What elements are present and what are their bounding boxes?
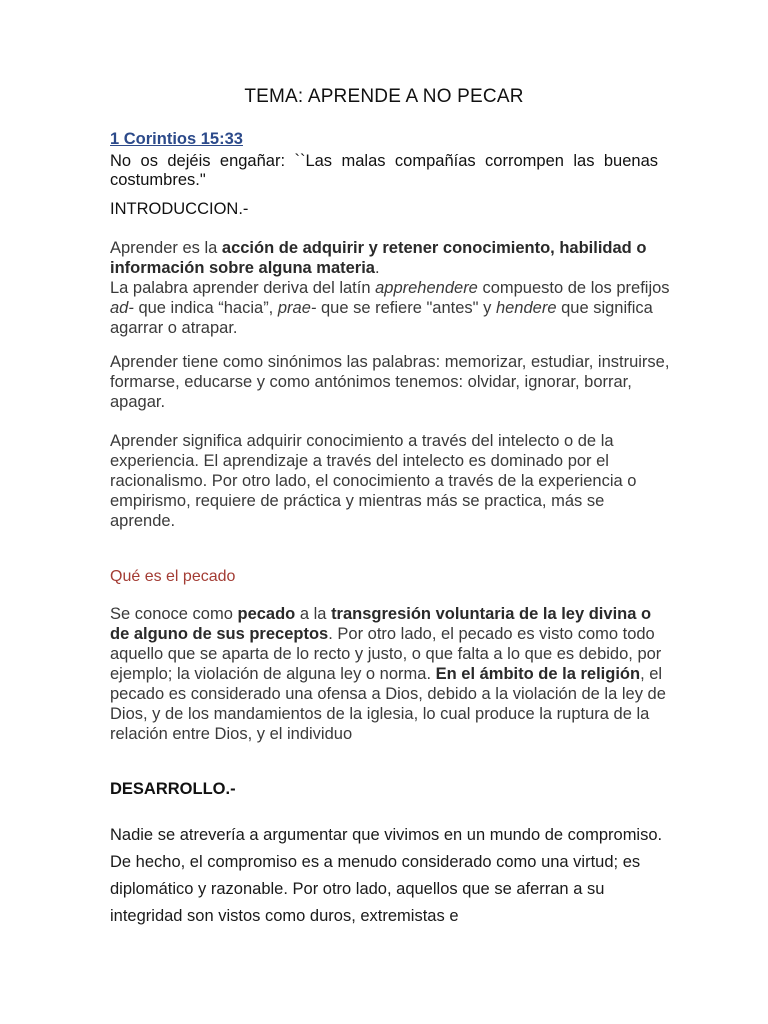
introduction-heading: INTRODUCCION.- [110, 200, 249, 218]
bold-term: En el ámbito de la religión [435, 665, 641, 683]
text-run: que indica “hacia”, [133, 299, 278, 317]
text-run: , el pecado es considerado una ofensa a Dios, debido a la violación de la ley de Dios, y de los mandamientos de la iglesia, lo cual produce la ruptura de la relación entre Dios, y el individuo [110, 665, 666, 743]
italic-term: apprehendere [375, 279, 478, 297]
paragraph-synonyms: Aprender tiene como sinónimos las palabras: memorizar, estudiar, instruirse, formarse, educarse y como antónimos tenemos: olvidar, ignorar, borrar, apagar. [110, 353, 670, 411]
development-heading: DESARROLLO.- [110, 780, 236, 798]
bible-quote: No os dejéis engañar: ``Las malas compañías corrompen las buenas costumbres." [110, 152, 658, 189]
text-run: . [374, 259, 380, 277]
bible-reference-link[interactable]: 1 Corintios 15:33 [110, 130, 243, 148]
italic-term: prae- [277, 299, 317, 317]
bold-term: pecado [237, 605, 296, 623]
bold-definition: transgresión voluntaria de la ley divina o de alguno de sus preceptos [110, 605, 652, 643]
text-run: La palabra aprender deriva del latín [110, 279, 376, 297]
text-run: Se conoce como [110, 605, 238, 623]
paragraph-development: Nadie se atrevería a argumentar que vivimos en un mundo de compromiso. De hecho, el compromiso es a menudo considerado como una virtud; es diplomático y razonable. Por otro lado, aquellos que se aferran a su integridad son vistos como duros, extremistas e [110, 826, 663, 925]
text-run: que se refiere "antes" y [316, 299, 496, 317]
bold-definition: acción de adquirir y retener conocimiento, habilidad o información sobre alguna materia [110, 239, 647, 277]
paragraph-definition [110, 238, 670, 338]
italic-term: hendere [495, 299, 557, 317]
text-run: compuesto de los prefijos [477, 279, 670, 297]
paragraph-meaning: Aprender significa adquirir conocimiento a través del intelecto o de la experiencia. El aprendizaje a través del intelecto es dominado por el racionalismo. Por otro lado, el conocimiento a través de la experiencia o empirismo, requiere de práctica y mientras más se practica, más se aprende. [110, 432, 637, 530]
text-run: a la [295, 605, 332, 623]
italic-term: ad- [110, 299, 134, 317]
text-run: . Por otro lado, el pecado es visto como todo aquello que se aparta de lo recto y justo, o que falta a lo que es debido, por ejemplo; la violación de alguna ley o norma. [110, 625, 662, 683]
document-title: TEMA: APRENDE A NO PECAR [244, 86, 524, 107]
text-run: que significa agarrar o atrapar. [110, 299, 653, 337]
section-heading-sin: Qué es el pecado [110, 568, 236, 585]
paragraph-sin [110, 604, 670, 744]
text-run: Aprender es la [110, 239, 222, 257]
